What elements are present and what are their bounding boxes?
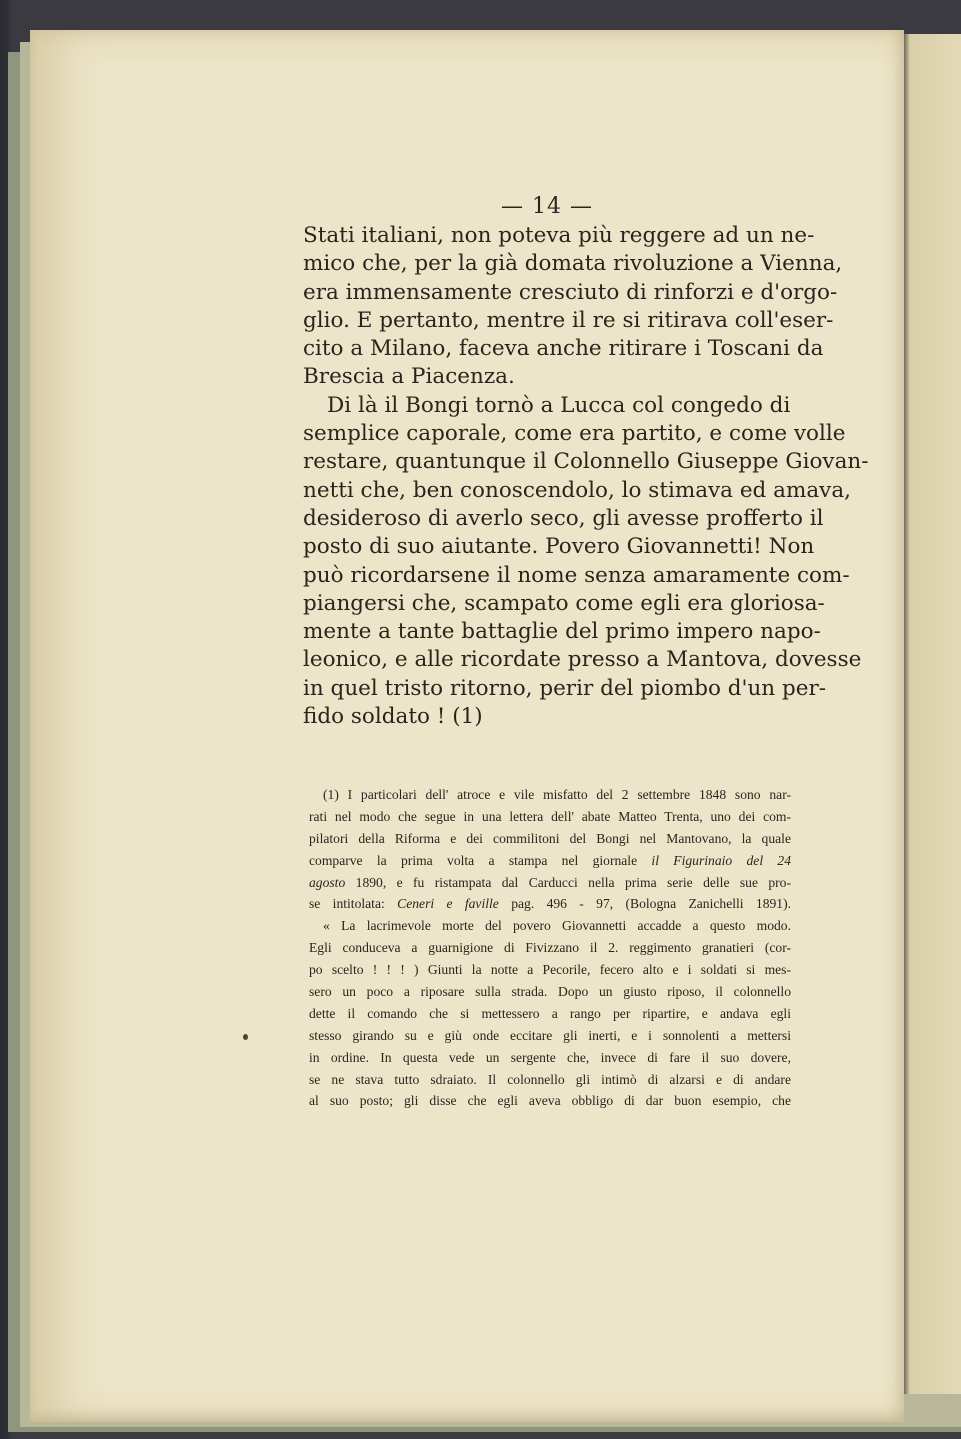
footnote-line: in ordine. In questa vede un sergente che, invece di fare il suo dovere, (309, 1049, 791, 1065)
text-line: posto di suo aiutante. Povero Giovannetti! Non (303, 534, 815, 560)
text-line: mico che, per la già domata rivoluzione a Vienna, (303, 251, 843, 277)
text-line: semplice caporale, come era partito, e come volle (303, 421, 846, 447)
text-line: in quel tristo ritorno, perir del piombo d'un per- (303, 675, 827, 701)
footnote-line: se intitolata: Ceneri e faville pag. 496 - 97, (Bologna Zanichelli 1891). (309, 896, 792, 912)
text-line: piangersi che, scampato come egli era gloriosa- (303, 590, 825, 616)
footnote-line: rati nel modo che segue in una lettera dell' abate Matteo Trenta, uno dei com- (309, 808, 791, 824)
footnote-line: stesso girando su e giù onde eccitare gli inerti, e i sonnolenti a mettersi (309, 1027, 791, 1043)
footnote-line: po scelto ! ! ! ) Giunti la notte a Pecorile, fecero alto e i soldati si mes- (309, 962, 791, 978)
footnote-line: se ne stava tutto sdraiato. Il colonnello gli intimò di alzarsi e di andare (309, 1071, 791, 1087)
newspaper-date: agosto (309, 874, 346, 890)
text-line: cito a Milano, faceva anche ritirare i Toscani da (303, 336, 824, 362)
text-line: netti che, ben conoscendolo, lo stimava ed amava, (303, 477, 851, 503)
paper-speck (243, 1034, 248, 1040)
text-line: restare, quantunque il Colonnello Giuseppe Giovan- (303, 449, 869, 475)
text-line: era immensamente cresciuto di rinforzi e d'orgo- (303, 279, 838, 305)
text-line: desideroso di averlo seco, gli avesse profferto il (303, 505, 824, 531)
footnote-line: sero un poco a riposare sulla strada. Dopo un giusto riposo, il colonnello (309, 984, 791, 1000)
text-line: Brescia a Piacenza. (303, 364, 515, 390)
text-line: può ricordarsene il nome senza amaramente com- (303, 562, 850, 588)
newspaper-title: il Figurinaio del 24 (651, 852, 791, 868)
text-line: Stati italiani, non poteva più reggere ad un ne- (303, 223, 815, 248)
main-text (303, 222, 869, 731)
text-line: Di là il Bongi tornò a Lucca col congedo di (327, 392, 791, 418)
footnote-line: Egli conduceva a guarnigione di Fivizzano il 2. reggimento granatieri (cor- (309, 940, 791, 956)
text-line: fido soldato ! (1) (303, 704, 483, 730)
footnote-line: agosto 1890, e fu ristampata dal Carducci nella prima serie delle sue pro- (309, 874, 792, 890)
footnote-line: dette il comando che si mettessero a rango per ripartire, e andava egli (309, 1005, 791, 1021)
footnote-line: pilatori della Riforma e dei commilitoni del Bongi nel Mantovano, la quale (309, 830, 791, 846)
footnote-line: (1) I particolari dell' atroce e vile misfatto del 2 settembre 1848 sono nar- (323, 787, 791, 802)
text-line: leonico, e alle ricordate presso a Mantova, dovesse (303, 647, 862, 673)
text-line: mente a tante battaglie del primo impero napo- (303, 619, 821, 645)
footnote-line: « La lacrimevole morte del povero Giovannetti accadde a questo modo. (323, 918, 791, 934)
page-number: — 14 — (501, 194, 593, 219)
book-title: Ceneri e faville (397, 896, 499, 912)
footnote-line: comparve la prima volta a stampa nel giornale il Figurinaio del 24 (309, 852, 791, 868)
footnote (309, 784, 791, 1112)
text-line: glio. E pertanto, mentre il re si ritirava coll'eser- (303, 307, 834, 333)
footnote-line: al suo posto; gli disse che egli aveva obbligo di dar buon esempio, che (309, 1093, 791, 1109)
next-page-edge (904, 34, 961, 1394)
